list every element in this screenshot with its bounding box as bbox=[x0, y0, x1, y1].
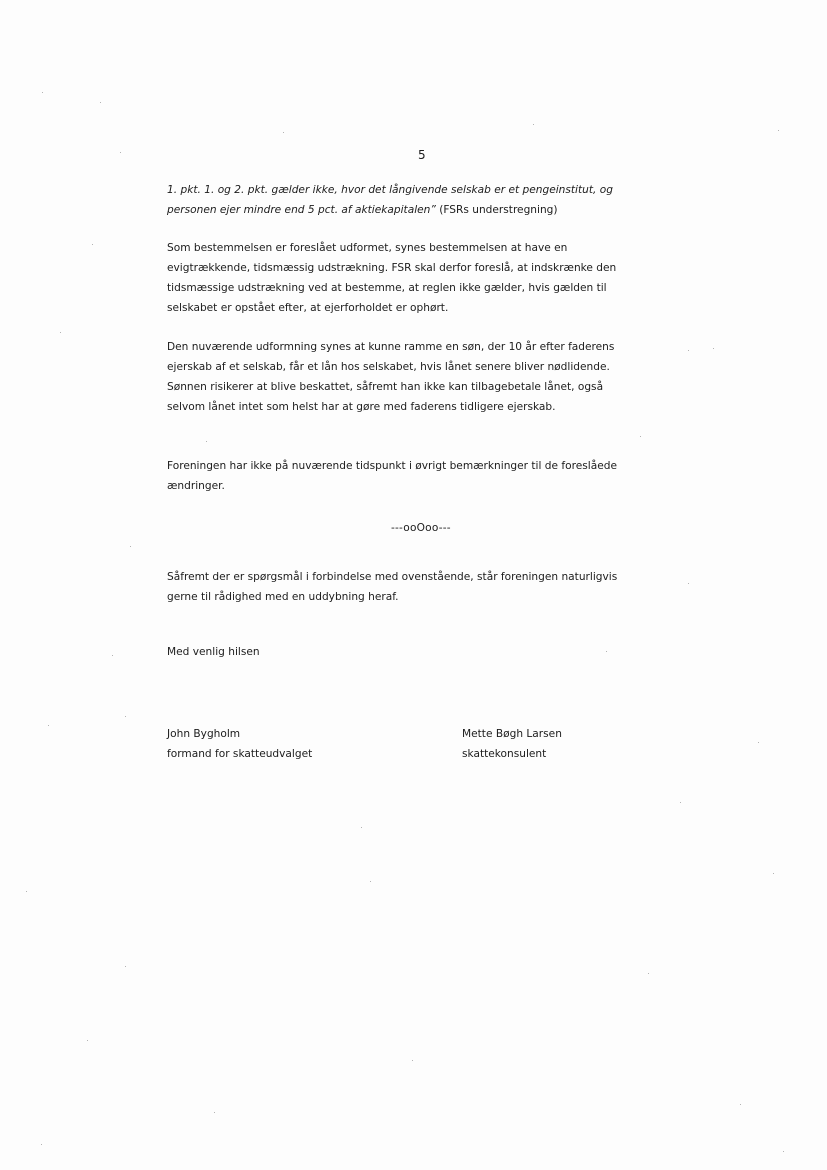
quote-line bbox=[167, 200, 667, 220]
signer-block bbox=[462, 724, 562, 764]
scan-speck bbox=[361, 827, 362, 828]
paragraph-line: ændringer. bbox=[167, 480, 225, 492]
scan-speck bbox=[412, 1060, 413, 1061]
scan-speck bbox=[87, 1040, 88, 1041]
signer-title: skattekonsulent bbox=[462, 748, 547, 760]
quote-line: 1. pkt. 1. og 2. pkt. gælder ikke, hvor det långivende selskab er et pengeinstitut, og bbox=[167, 184, 613, 196]
remarks-paragraph bbox=[167, 456, 667, 496]
quote-italic-text: personen ejer mindre end 5 pct. af aktiekapitalen” bbox=[167, 204, 436, 216]
scan-speck bbox=[112, 655, 113, 656]
scan-speck bbox=[713, 348, 714, 349]
contact-paragraph bbox=[167, 567, 667, 607]
scan-speck bbox=[125, 716, 126, 717]
scan-speck bbox=[688, 350, 689, 351]
scan-speck bbox=[130, 546, 131, 547]
scan-speck bbox=[125, 966, 126, 967]
paragraph-line: Som bestemmelsen er foreslået udformet, synes bestemmelsen at have en bbox=[167, 242, 568, 254]
signer-block bbox=[167, 724, 312, 764]
scan-speck bbox=[740, 1104, 741, 1105]
scan-speck bbox=[783, 1151, 784, 1152]
scan-speck bbox=[26, 891, 27, 892]
paragraph-line: selvom lånet intet som helst har at gøre med faderens tidligere ejerskab. bbox=[167, 401, 556, 413]
signer-title: formand for skatteudvalget bbox=[167, 748, 313, 760]
paragraph-line: Sønnen risikerer at blive beskattet, såfremt han ikke kan tilbagebetale lånet, også bbox=[167, 381, 604, 393]
paragraph-line: ejerskab af et selskab, får et lån hos selskabet, hvis lånet senere bliver nødlidende. bbox=[167, 361, 610, 373]
scan-speck bbox=[758, 742, 759, 743]
paragraph-line: evigtrækkende, tidsmæssig udstrækning. FSR skal derfor foreslå, at indskrænke den bbox=[167, 262, 617, 274]
page-number: 5 bbox=[418, 148, 426, 162]
signer-name: Mette Bøgh Larsen bbox=[462, 728, 562, 740]
scan-speck bbox=[48, 725, 49, 726]
scan-speck bbox=[778, 130, 779, 131]
scan-speck bbox=[606, 651, 607, 652]
scan-speck bbox=[533, 124, 534, 125]
scan-speck bbox=[120, 152, 121, 153]
paragraph-line: Foreningen har ikke på nuværende tidspunkt i øvrigt bemærkninger til de foreslåede bbox=[167, 460, 617, 472]
example-paragraph bbox=[167, 337, 667, 417]
paragraph-line: Såfremt der er spørgsmål i forbindelse med ovenstående, står foreningen naturligvis bbox=[167, 571, 618, 583]
scan-speck bbox=[41, 1144, 42, 1145]
closing-greeting: Med venlig hilsen bbox=[167, 646, 260, 658]
paragraph-line: Den nuværende udformning synes at kunne ramme en søn, der 10 år efter faderens bbox=[167, 341, 615, 353]
signer-name: John Bygholm bbox=[167, 728, 241, 740]
scan-speck bbox=[42, 92, 43, 93]
scan-speck bbox=[214, 1112, 215, 1113]
scan-speck bbox=[680, 802, 681, 803]
quote-note-text: (FSRs understregning) bbox=[435, 204, 558, 216]
scan-speck bbox=[640, 436, 641, 437]
scan-speck bbox=[283, 132, 284, 133]
scan-speck bbox=[100, 102, 101, 103]
scan-speck bbox=[370, 881, 371, 882]
paragraph-line: selskabet er opstået efter, at ejerforholdet er ophørt. bbox=[167, 302, 449, 314]
scan-speck bbox=[60, 332, 61, 333]
scan-speck bbox=[688, 583, 689, 584]
scan-speck bbox=[648, 973, 649, 974]
section-separator: ---ooOoo--- bbox=[391, 522, 451, 534]
paragraph-line: tidsmæssige udstrækning ved at bestemme, at reglen ikke gælder, hvis gælden til bbox=[167, 282, 607, 294]
paragraph-line: gerne til rådighed med en uddybning heraf. bbox=[167, 591, 399, 603]
scope-paragraph bbox=[167, 238, 667, 318]
quoted-provision-paragraph bbox=[167, 180, 667, 220]
scan-speck bbox=[92, 244, 93, 245]
scan-speck bbox=[206, 441, 207, 442]
scan-speck bbox=[773, 873, 774, 874]
